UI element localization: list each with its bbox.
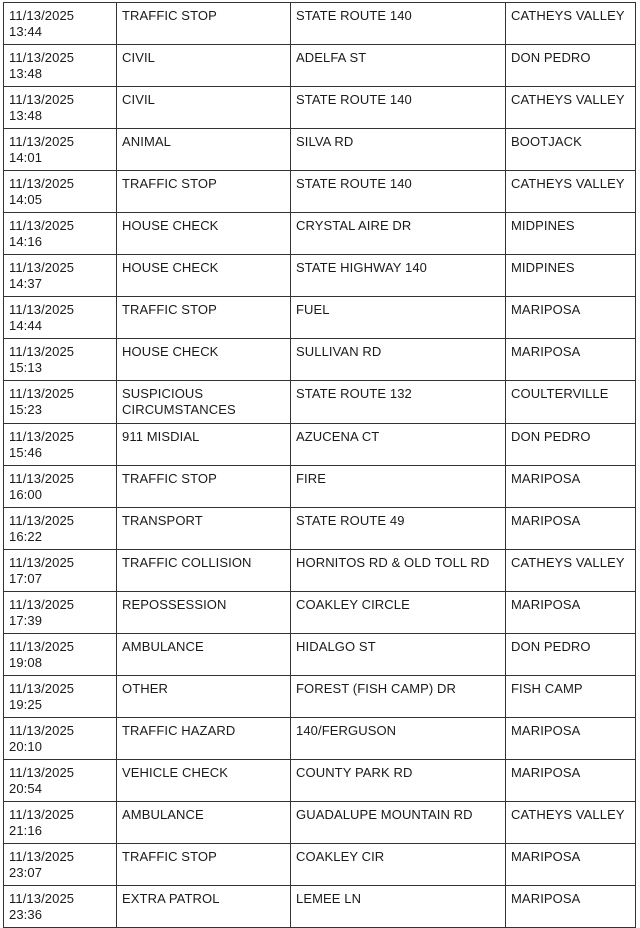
location-cell: STATE HIGHWAY 140	[291, 255, 506, 297]
call-type-cell: EXTRA PATROL	[117, 886, 291, 928]
call-type-cell: CIVIL	[117, 87, 291, 129]
location-cell: COUNTY PARK RD	[291, 760, 506, 802]
table-row	[4, 297, 636, 339]
call-type-cell: OTHER	[117, 676, 291, 718]
datetime-cell: 11/13/2025 14:01	[4, 129, 117, 171]
table-row	[4, 129, 636, 171]
datetime-cell: 11/13/2025 23:36	[4, 886, 117, 928]
call-type-cell: TRAFFIC STOP	[117, 3, 291, 45]
datetime-cell: 11/13/2025 19:25	[4, 676, 117, 718]
table-row	[4, 592, 636, 634]
call-log-body	[4, 3, 636, 928]
location-cell: ADELFA ST	[291, 45, 506, 87]
city-cell: MARIPOSA	[506, 466, 636, 508]
city-cell: MARIPOSA	[506, 592, 636, 634]
city-cell: MARIPOSA	[506, 886, 636, 928]
city-cell: DON PEDRO	[506, 424, 636, 466]
datetime-cell: 11/13/2025 17:39	[4, 592, 117, 634]
location-cell: STATE ROUTE 140	[291, 171, 506, 213]
location-cell: LEMEE LN	[291, 886, 506, 928]
location-cell: FUEL	[291, 297, 506, 339]
city-cell: MARIPOSA	[506, 844, 636, 886]
city-cell: FISH CAMP	[506, 676, 636, 718]
datetime-cell: 11/13/2025 19:08	[4, 634, 117, 676]
datetime-cell: 11/13/2025 21:16	[4, 802, 117, 844]
location-cell: STATE ROUTE 140	[291, 87, 506, 129]
call-type-cell: AMBULANCE	[117, 802, 291, 844]
table-row	[4, 550, 636, 592]
table-row	[4, 3, 636, 45]
call-type-cell: 911 MISDIAL	[117, 424, 291, 466]
location-cell: HIDALGO ST	[291, 634, 506, 676]
table-row	[4, 45, 636, 87]
datetime-cell: 11/13/2025 20:10	[4, 718, 117, 760]
table-row	[4, 844, 636, 886]
datetime-cell: 11/13/2025 13:48	[4, 45, 117, 87]
location-cell: STATE ROUTE 132	[291, 381, 506, 424]
call-type-cell: TRAFFIC STOP	[117, 171, 291, 213]
table-row	[4, 213, 636, 255]
city-cell: CATHEYS VALLEY	[506, 802, 636, 844]
location-cell: HORNITOS RD & OLD TOLL RD	[291, 550, 506, 592]
city-cell: CATHEYS VALLEY	[506, 550, 636, 592]
city-cell: MIDPINES	[506, 213, 636, 255]
call-type-cell: TRAFFIC STOP	[117, 466, 291, 508]
table-row	[4, 508, 636, 550]
city-cell: MARIPOSA	[506, 297, 636, 339]
call-type-cell: HOUSE CHECK	[117, 339, 291, 381]
city-cell: MARIPOSA	[506, 760, 636, 802]
location-cell: AZUCENA CT	[291, 424, 506, 466]
location-cell: GUADALUPE MOUNTAIN RD	[291, 802, 506, 844]
table-row	[4, 87, 636, 129]
datetime-cell: 11/13/2025 15:23	[4, 381, 117, 424]
datetime-cell: 11/13/2025 16:22	[4, 508, 117, 550]
table-row	[4, 381, 636, 424]
city-cell: MARIPOSA	[506, 508, 636, 550]
city-cell: CATHEYS VALLEY	[506, 87, 636, 129]
table-row	[4, 634, 636, 676]
call-type-cell: VEHICLE CHECK	[117, 760, 291, 802]
city-cell: COULTERVILLE	[506, 381, 636, 424]
datetime-cell: 11/13/2025 13:44	[4, 3, 117, 45]
city-cell: CATHEYS VALLEY	[506, 171, 636, 213]
call-type-cell: TRAFFIC STOP	[117, 297, 291, 339]
call-type-cell: CIVIL	[117, 45, 291, 87]
table-row	[4, 255, 636, 297]
location-cell: COAKLEY CIR	[291, 844, 506, 886]
city-cell: DON PEDRO	[506, 634, 636, 676]
datetime-cell: 11/13/2025 14:37	[4, 255, 117, 297]
call-type-cell: TRAFFIC HAZARD	[117, 718, 291, 760]
call-type-cell: ANIMAL	[117, 129, 291, 171]
call-type-cell: TRAFFIC COLLISION	[117, 550, 291, 592]
datetime-cell: 11/13/2025 15:46	[4, 424, 117, 466]
call-type-cell: AMBULANCE	[117, 634, 291, 676]
datetime-cell: 11/13/2025 17:07	[4, 550, 117, 592]
city-cell: DON PEDRO	[506, 45, 636, 87]
datetime-cell: 11/13/2025 23:07	[4, 844, 117, 886]
datetime-cell: 11/13/2025 20:54	[4, 760, 117, 802]
location-cell: FOREST (FISH CAMP) DR	[291, 676, 506, 718]
location-cell: FIRE	[291, 466, 506, 508]
table-row	[4, 718, 636, 760]
datetime-cell: 11/13/2025 14:44	[4, 297, 117, 339]
location-cell: 140/FERGUSON	[291, 718, 506, 760]
city-cell: MARIPOSA	[506, 718, 636, 760]
city-cell: BOOTJACK	[506, 129, 636, 171]
city-cell: CATHEYS VALLEY	[506, 3, 636, 45]
location-cell: SULLIVAN RD	[291, 339, 506, 381]
datetime-cell: 11/13/2025 16:00	[4, 466, 117, 508]
datetime-cell: 11/13/2025 13:48	[4, 87, 117, 129]
location-cell: COAKLEY CIRCLE	[291, 592, 506, 634]
location-cell: STATE ROUTE 49	[291, 508, 506, 550]
location-cell: CRYSTAL AIRE DR	[291, 213, 506, 255]
datetime-cell: 11/13/2025 14:05	[4, 171, 117, 213]
call-type-cell: HOUSE CHECK	[117, 213, 291, 255]
table-row	[4, 886, 636, 928]
call-type-cell: HOUSE CHECK	[117, 255, 291, 297]
call-type-cell: TRANSPORT	[117, 508, 291, 550]
table-row	[4, 339, 636, 381]
call-log-table	[3, 2, 636, 928]
call-type-cell: REPOSSESSION	[117, 592, 291, 634]
table-row	[4, 802, 636, 844]
city-cell: MIDPINES	[506, 255, 636, 297]
city-cell: MARIPOSA	[506, 339, 636, 381]
table-row	[4, 466, 636, 508]
datetime-cell: 11/13/2025 14:16	[4, 213, 117, 255]
location-cell: STATE ROUTE 140	[291, 3, 506, 45]
call-type-cell: SUSPICIOUS CIRCUMSTANCES	[117, 381, 291, 424]
table-row	[4, 760, 636, 802]
table-row	[4, 171, 636, 213]
call-type-cell: TRAFFIC STOP	[117, 844, 291, 886]
location-cell: SILVA RD	[291, 129, 506, 171]
table-row	[4, 676, 636, 718]
datetime-cell: 11/13/2025 15:13	[4, 339, 117, 381]
table-row	[4, 424, 636, 466]
